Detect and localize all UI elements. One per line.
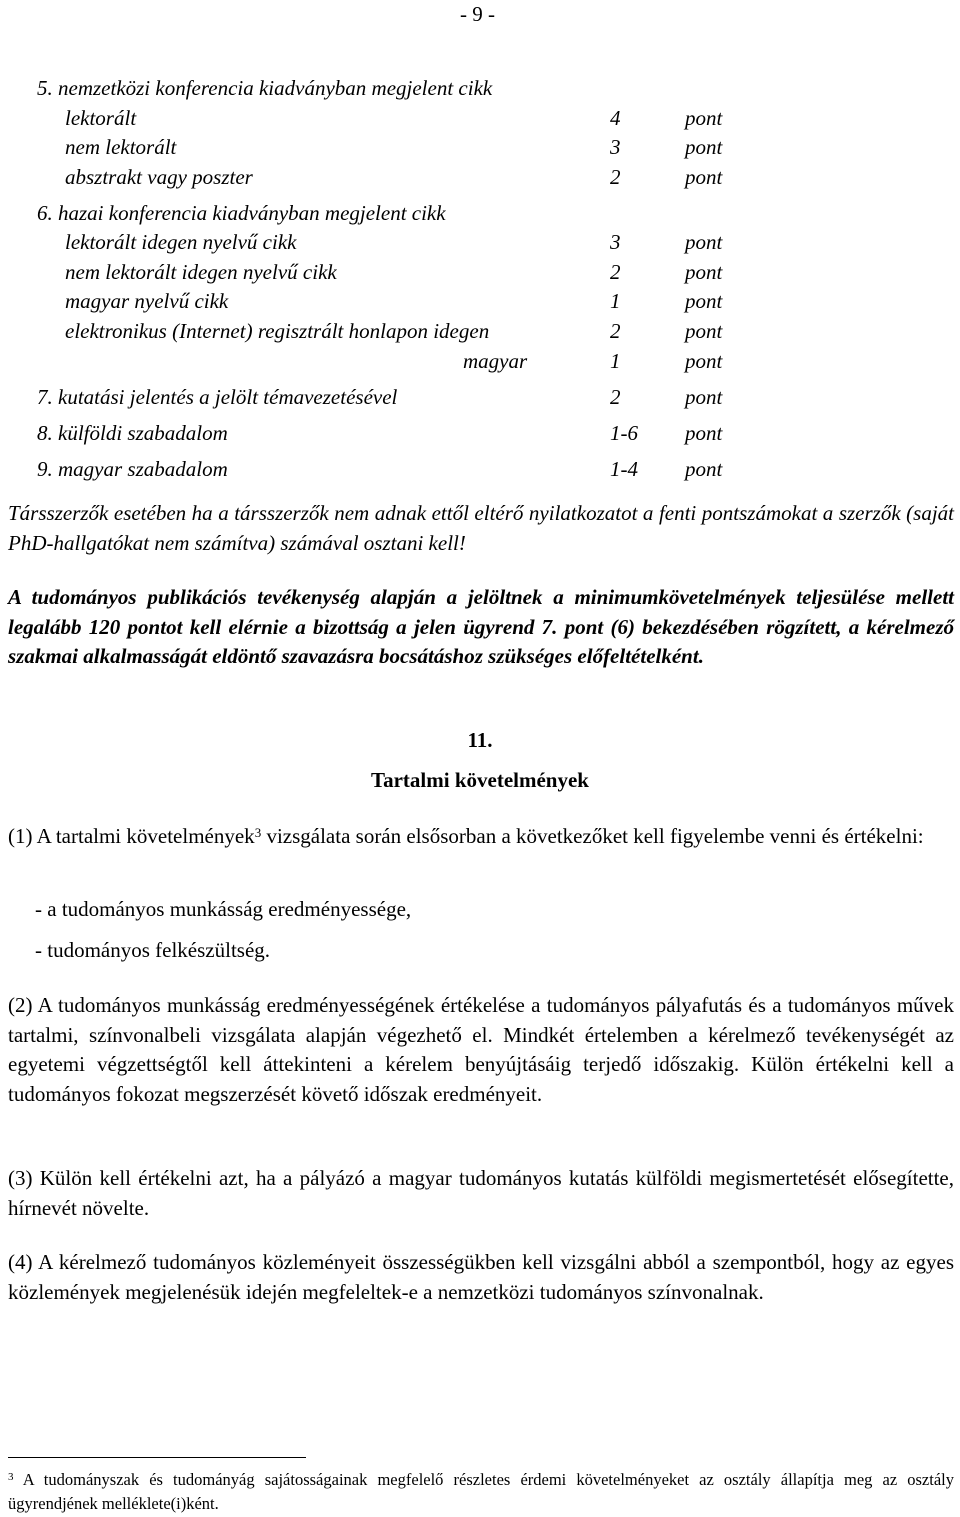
section6-row-points: 3 (610, 230, 621, 254)
page-number: - 9 - (460, 2, 495, 26)
coauthor-note: Társszerzők esetében ha a társszerzők nem adnak ettől eltérő nyilatkozatot a fenti pontszámokat a szerzők (saját PhD-hallgatókat nem számítva) számával osztani kell! (8, 501, 954, 555)
list-item: - tudományos felkészültség. (35, 938, 271, 962)
paragraph-1-start: (1) A tartalmi követelmények (8, 824, 255, 848)
section6-row-label: lektorált idegen nyelvű cikk (65, 230, 297, 254)
footnote-ref[interactable]: 3 (254, 825, 262, 840)
section6-row-label: elektronikus (Internet) regisztrált honlapon idegen (65, 319, 490, 343)
section-number: 11. (467, 728, 493, 752)
section-title: Tartalmi követelmények (371, 768, 589, 792)
footnote (8, 1468, 954, 1516)
section6-row-unit: pont (685, 260, 723, 284)
section9-unit: pont (685, 457, 723, 481)
section6-row-unit: pont (685, 289, 723, 313)
paragraph-2: (2) A tudományos munkásság eredményességének értékelése a tudományos pályafutás és a tudományos művek tartalmi, színvonalbeli vizsgálata alapján végezhető el. Mindkét értelemben a kérelmező tevékenységét az egyetemi végzettségtől kell áttekinteni a kérelem benyújtásáig terjedő időszakig. Külön értékelni kell a tudományos fokozat megszerzését követő időszak eredményeit. (8, 993, 954, 1106)
section8-label: 8. külföldi szabadalom (37, 421, 228, 445)
paragraph-4: (4) A kérelmező tudományos közleményeit összességükben kell vizsgálni abból a szempontból, hogy az egyes közlemények megjelenésük idején megfeleltek-e a nemzetközi tudományos színvonalnak. (8, 1250, 954, 1304)
minimum-requirement-paragraph: A tudományos publikációs tevékenység alapján a jelöltnek a minimumkövetelmények teljesülése mellett legalább 120 pontot kell elérnie a bizottság a jelen ügyrend 7. pont (6) bekezdésében rögzített, a kérelmező szakmai alkalmasságát eldöntő szavazásra bocsátáshoz szükséges előfeltételként. (8, 585, 954, 668)
section5-row-label: absztrakt vagy poszter (65, 165, 253, 189)
section8-unit: pont (685, 421, 723, 445)
section5-row-unit: pont (685, 106, 723, 130)
list-item: - a tudományos munkásság eredményessége, (35, 897, 412, 921)
section6-row-points: 1 (610, 349, 621, 373)
section5-row-unit: pont (685, 165, 723, 189)
section7-unit: pont (685, 385, 723, 409)
section5-row-label: lektorált (65, 106, 137, 130)
section6-row-unit: pont (685, 230, 723, 254)
section6-row-label: magyar nyelvű cikk (65, 289, 229, 313)
section6-row-points: 2 (610, 319, 621, 343)
section5-row-label: nem lektorált (65, 135, 177, 159)
section5-row-points: 3 (610, 135, 621, 159)
footnote-text: A tudományszak és tudományág sajátosságainak megfelelő részletes érdemi követelményeket az osztály állapítja meg az osztály ügyrendjének melléklete(i)ként. (8, 1470, 954, 1513)
section7-label: 7. kutatási jelentés a jelölt témavezetésével (37, 385, 398, 409)
section5-row-points: 4 (610, 106, 621, 130)
section9-label: 9. magyar szabadalom (37, 457, 228, 481)
section5-row-points: 2 (610, 165, 621, 189)
section6-row-points: 2 (610, 260, 621, 284)
section6-row-label: magyar (463, 349, 528, 373)
section7-points: 2 (610, 385, 621, 409)
section5-row-unit: pont (685, 135, 723, 159)
paragraph-3: (3) Külön kell értékelni azt, ha a pályázó a magyar tudományos kutatás külföldi megismertetését elősegítette, hírnevét növelte. (8, 1166, 954, 1220)
section9-points: 1-4 (610, 457, 638, 481)
section6-row-unit: pont (685, 349, 723, 373)
section6-title: 6. hazai konferencia kiadványban megjelent cikk (37, 201, 446, 225)
footnote-divider (8, 1457, 306, 1458)
paragraph-1 (8, 822, 954, 852)
section6-row-unit: pont (685, 319, 723, 343)
footnote-mark: 3 (8, 1471, 14, 1483)
section6-row-label: nem lektorált idegen nyelvű cikk (65, 260, 337, 284)
section6-row-points: 1 (610, 289, 621, 313)
section5-title: 5. nemzetközi konferencia kiadványban megjelent cikk (37, 76, 493, 100)
paragraph-1-end: vizsgálata során elsősorban a következőket kell figyelembe venni és értékelni: (261, 824, 924, 848)
section8-points: 1-6 (610, 421, 638, 445)
